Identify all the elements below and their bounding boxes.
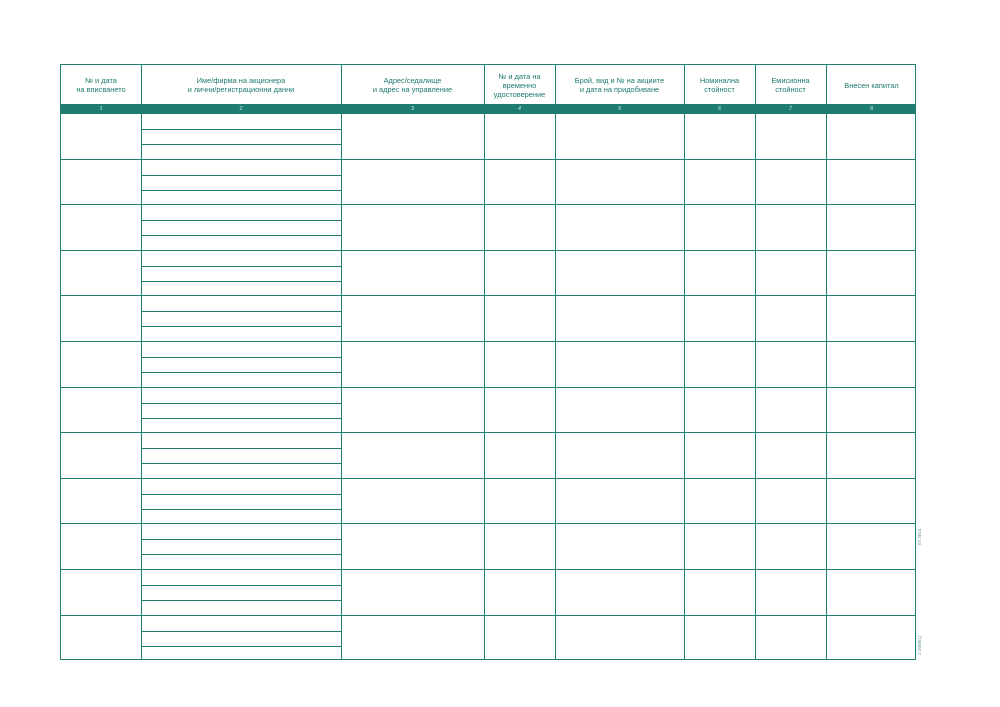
column-header-1: № и дата на вписването [76,76,126,94]
table-row[interactable] [61,342,915,388]
column-header-6: Номинална стойност [699,76,740,94]
column-header-2: Име/фирма на акционера и лични/регистрационни данни [187,76,295,94]
name-field-subline [141,220,341,221]
name-field-subline [141,494,341,495]
name-field-subline [141,463,341,464]
table-row[interactable] [61,388,915,434]
table-row[interactable] [61,160,915,206]
name-field-subline [141,631,341,632]
table-row[interactable] [61,616,915,662]
column-header-7: Емисионна стойност [771,76,810,94]
name-field-subline [141,311,341,312]
column-number-2: 2 [239,106,243,112]
column-number-3: 3 [411,106,414,112]
table-row[interactable] [61,479,915,525]
table-row[interactable] [61,296,915,342]
column-header-3: Адрес/седалище и адрес на управление [372,76,453,94]
table-row[interactable] [61,251,915,297]
column-number-1: 1 [99,106,103,112]
name-field-subline [141,372,341,373]
table-row[interactable] [61,433,915,479]
column-number-8: 8 [870,106,873,112]
column-header-5: Брой, вид и № на акциите и дата на придобиване [574,76,665,94]
name-field-subline [141,585,341,586]
table-header-row [61,65,915,105]
name-field-subline [141,357,341,358]
form-number-code: 1-2008(1) [917,635,922,655]
name-field-subline [141,554,341,555]
table-row[interactable] [61,114,915,160]
column-header-4: № и дата на временно удостоверение [493,71,546,99]
name-field-subline [141,403,341,404]
name-field-subline [141,646,341,647]
name-field-subline [141,175,341,176]
table-row[interactable] [61,524,915,570]
name-field-subline [141,418,341,419]
name-field-subline [141,539,341,540]
column-number-7: 7 [789,106,792,112]
column-number-5: 5 [618,106,621,112]
column-header-8: Внесен капитал [844,80,899,90]
table-row[interactable] [61,205,915,251]
name-field-subline [141,600,341,601]
name-field-subline [141,129,341,130]
form-date-code: 07.2014 [917,528,922,545]
column-number-band [61,105,915,114]
name-field-subline [141,448,341,449]
name-field-subline [141,281,341,282]
name-field-subline [141,326,341,327]
name-field-subline [141,190,341,191]
column-number-6: 6 [718,106,721,112]
name-field-subline [141,266,341,267]
table-row[interactable] [61,570,915,616]
name-field-subline [141,144,341,145]
name-field-subline [141,509,341,510]
shareholder-register-table [60,64,916,660]
name-field-subline [141,235,341,236]
column-number-4: 4 [518,106,521,112]
